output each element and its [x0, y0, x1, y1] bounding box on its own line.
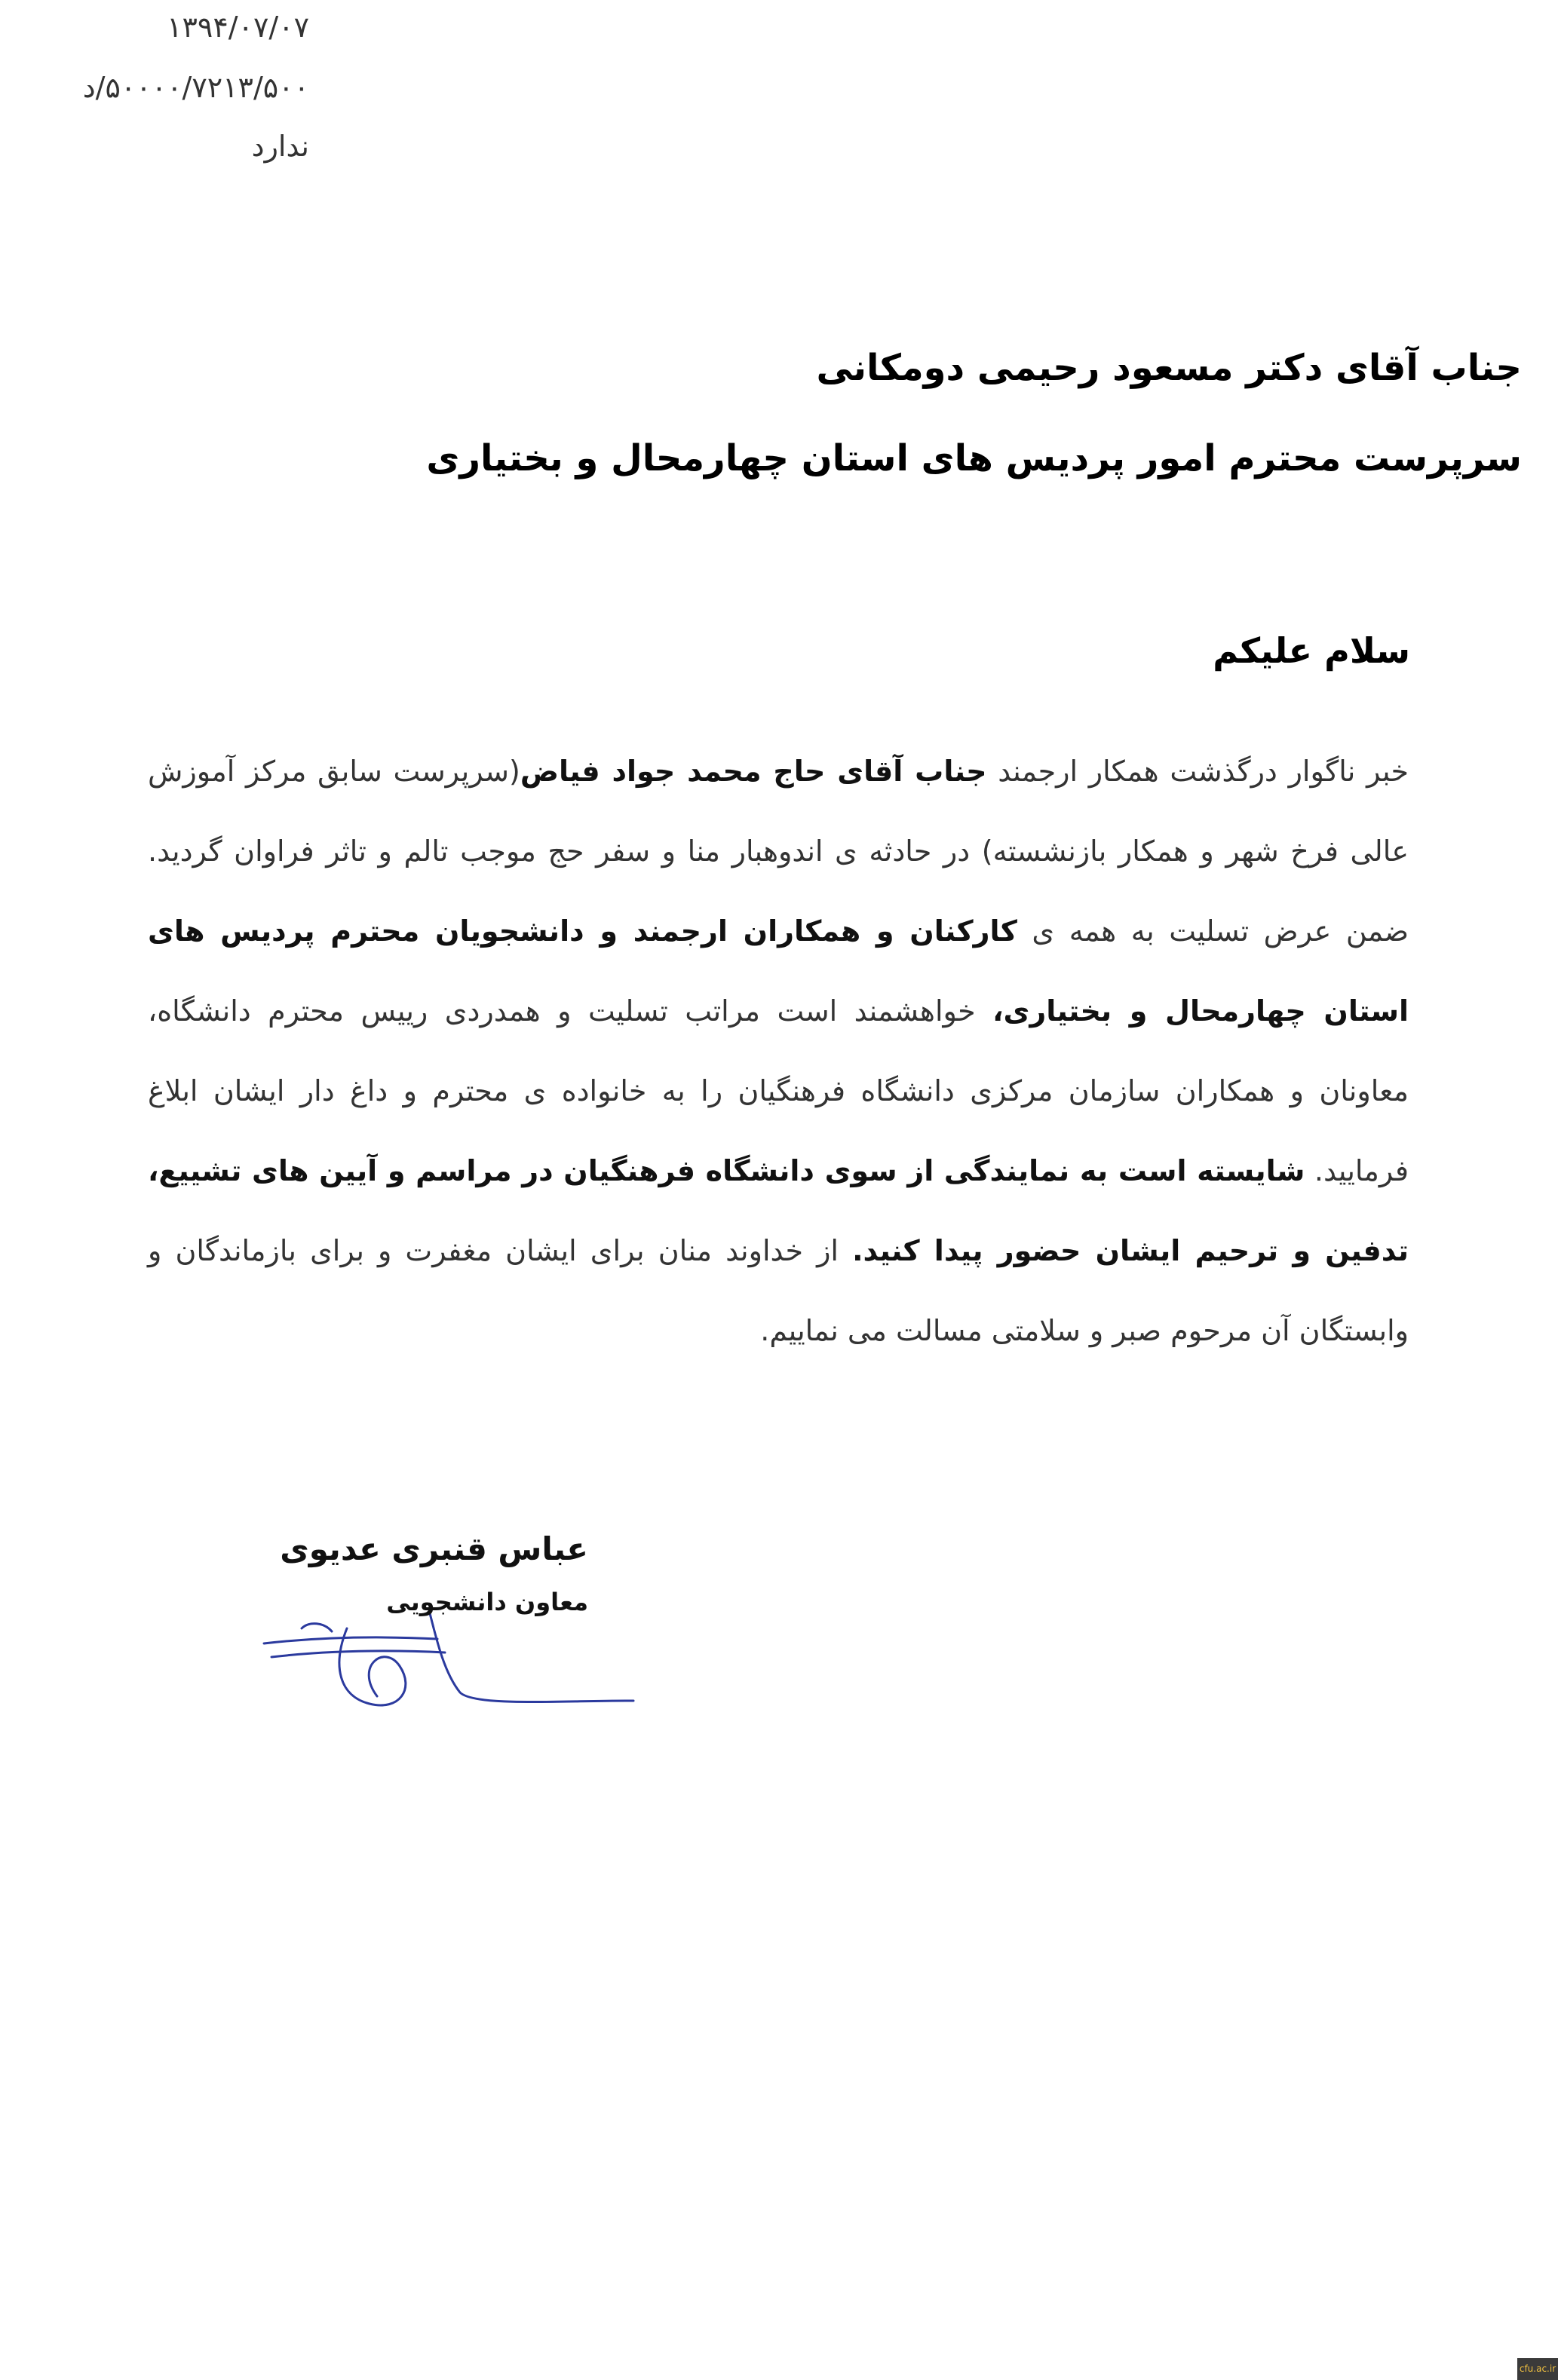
letter-date: ۱۳۹۴/۰۷/۰۷	[167, 11, 309, 44]
body-bold-segment: کارکنان و همکاران ارجمند و دانشجویان محترم پردیس های استان چهارمحال و بختیاری،	[148, 914, 1409, 1028]
body-bold-segment: شایسته است به نمایندگی از سوی دانشگاه فرهنگیان در مراسم و آیین های تشییع، تدفین و ترحیم ایشان حضور پیدا کنید.	[148, 1154, 1409, 1267]
signer-title: معاون دانشجویی	[386, 1588, 588, 1616]
signer-name: عباس قنبری عدیوی	[280, 1530, 588, 1567]
letter-attachment: ندارد	[251, 130, 309, 163]
greeting: سلام علیکم	[1213, 630, 1410, 671]
body-segment: از خداوند منان برای ایشان مغفرت و برای بازماندگان و وابستگان آن مرحوم صبر و سلامتی مسالت می نماییم.	[148, 1234, 1409, 1347]
body-bold-segment: جناب آقای حاج محمد جواد فیاض	[520, 755, 987, 788]
site-watermark: cfu.ac.ir	[1517, 2358, 1558, 2380]
body-segment: خواهشمند است مراتب تسلیت و همدردی رییس محترم دانشگاه، معاونان و همکاران سازمان مرکزی دانشگاه فرهنگیان را به خانواده ی محترم و داغ دار ایشان ابلاغ فرمایید.	[148, 994, 1409, 1187]
body-segment: خبر ناگوار درگذشت همکار ارجمند	[986, 755, 1409, 788]
letter-body	[148, 731, 1409, 1371]
addressee-name: جناب آقای دکتر مسعود رحیمی دومکانی	[816, 347, 1522, 389]
body-segment: (سرپرست سابق مرکز آموزش عالی فرخ شهر و همکار بازنشسته) در حادثه ی اندوهبار منا و سفر حج موجب تالم و تاثر فراوان گردید. ضمن عرض تسلیت به همه ی	[148, 755, 1409, 948]
signature-block	[256, 1523, 679, 1749]
addressee-title: سرپرست محترم امور پردیس های استان چهارمحال و بختیاری	[426, 437, 1522, 479]
handwritten-signature	[256, 1553, 649, 1741]
letter-number: ۵۰۰۰۰/۷۲۱۳/۵۰۰/د	[82, 71, 309, 104]
